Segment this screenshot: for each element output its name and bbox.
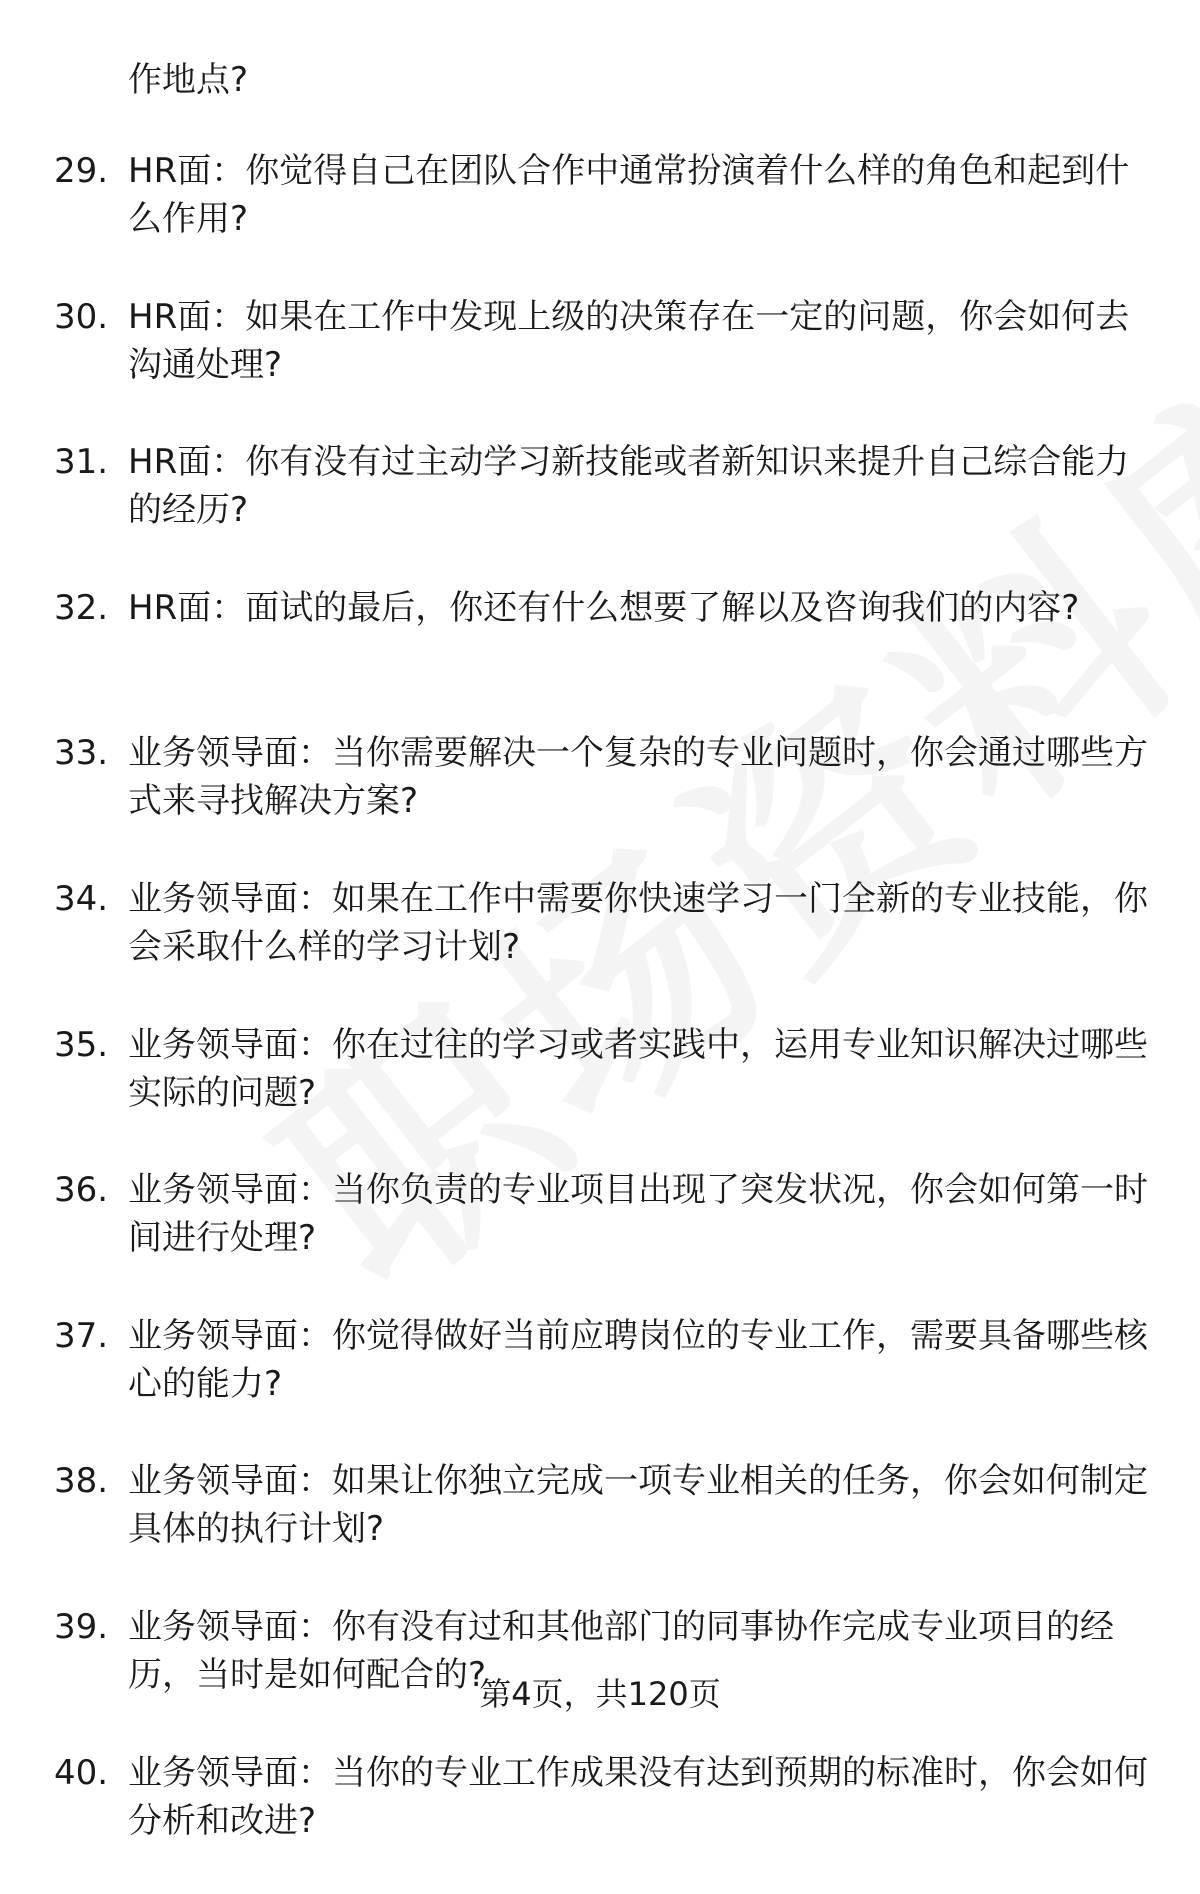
question-text: 业务领导面：你有没有过和其他部门的同事协作完成专业项目的经历，当时是如何配合的? (128, 1606, 1114, 1695)
question-item (0, 1166, 1200, 1262)
question-item (0, 584, 1200, 680)
question-item (0, 293, 1200, 389)
question-text: 业务领导面：当你需要解决一个复杂的专业问题时，你会通过哪些方式来寻找解决方案? (128, 733, 1148, 822)
question-text: HR面：你有没有过主动学习新技能或者新知识来提升自己综合能力的经历? (128, 442, 1130, 531)
question-number: 37. (54, 1315, 109, 1356)
question-number: 40. (54, 1752, 109, 1793)
question-text: HR面：面试的最后，你还有什么想要了解以及咨询我们的内容? (128, 587, 1080, 628)
question-text: 业务领导面：当你的专业工作成果没有达到预期的标准时，你会如何分析和改进? (128, 1752, 1148, 1841)
question-text: 业务领导面：你在过往的学习或者实践中，运用专业知识解决过哪些实际的问题? (128, 1024, 1148, 1113)
question-item (0, 147, 1200, 243)
question-number: 39. (54, 1606, 109, 1647)
question-number: 33. (54, 733, 109, 774)
question-item (0, 1749, 1200, 1845)
continued-question-text: 作地点? (128, 60, 249, 100)
question-number: 38. (54, 1461, 109, 1502)
question-text: 业务领导面：如果在工作中需要你快速学习一门全新的专业技能，你会采取什么样的学习计划? (128, 878, 1148, 967)
question-item (0, 729, 1200, 825)
question-number: 36. (54, 1170, 109, 1211)
question-number: 31. (54, 442, 109, 483)
question-number: 34. (54, 878, 109, 919)
question-number: 30. (54, 296, 109, 337)
question-item (0, 1021, 1200, 1117)
page-footer: 第4页，共120页 (479, 1675, 721, 1713)
question-item (0, 438, 1200, 534)
question-number: 29. (54, 151, 109, 191)
question-number: 35. (54, 1024, 109, 1065)
question-item (0, 875, 1200, 971)
question-text: HR面：如果在工作中发现上级的决策存在一定的问题，你会如何去沟通处理? (128, 296, 1130, 385)
question-text: HR面：你觉得自己在团队合作中通常扮演着什么样的角色和起到什么作用? (128, 151, 1130, 239)
question-text: 业务领导面：当你负责的专业项目出现了突发状况，你会如何第一时间进行处理? (128, 1170, 1148, 1259)
question-item (0, 1457, 1200, 1553)
question-number: 32. (54, 587, 109, 628)
question-list (0, 147, 1200, 1894)
question-text: 业务领导面：如果让你独立完成一项专业相关的任务，你会如何制定具体的执行计划? (128, 1461, 1148, 1550)
question-text: 业务领导面：你觉得做好当前应聘岗位的专业工作，需要具备哪些核心的能力? (128, 1315, 1148, 1404)
question-item (0, 1312, 1200, 1408)
